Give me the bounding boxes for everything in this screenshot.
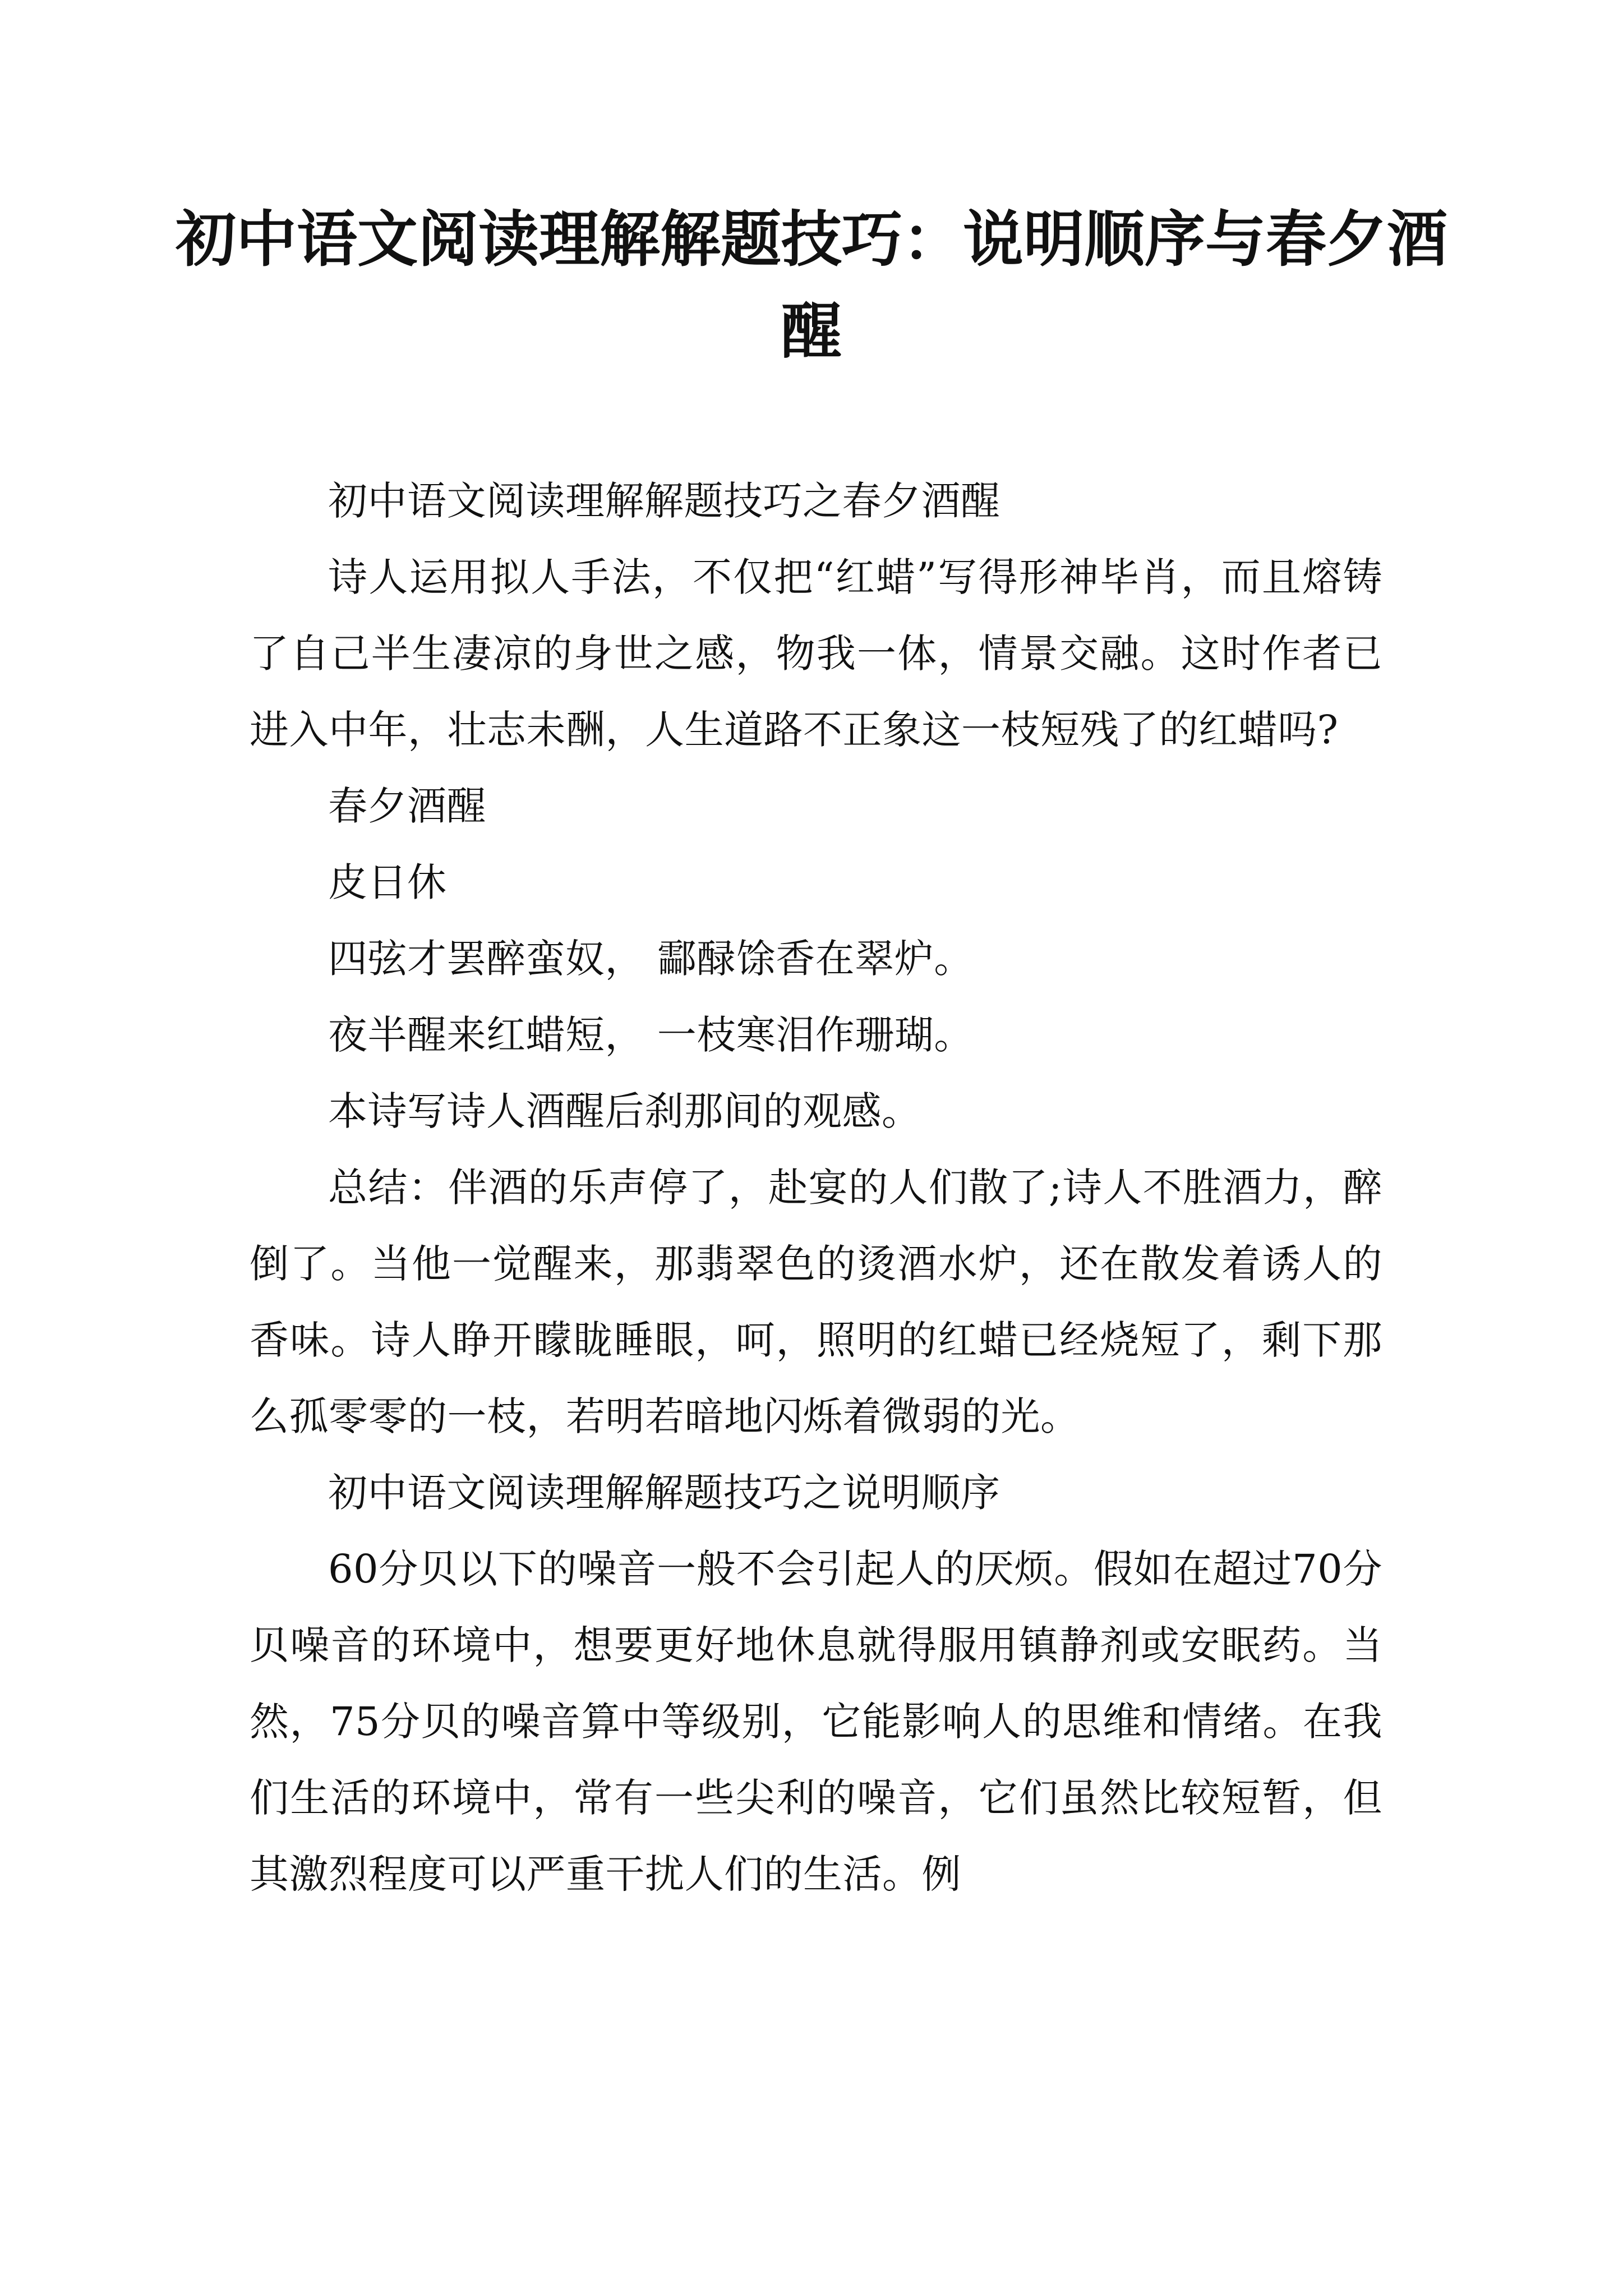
paragraph-conclusion: 总结：伴酒的乐声停了，赴宴的人们散了;诗人不胜酒力，醉倒了。当他一觉醒来，那翡翠色的烫酒水炉，还在散发着诱人的香味。诗人睁开矇眬睡眼，呵，照明的红蜡已经烧短了，剩下那么孤零零的一枝，若明若暗地闪烁着微弱的光。 [250, 1165, 1382, 1439]
poem-line-2: 夜半醒来红蜡短， 一枝寒泪作珊瑚。 [328, 1012, 974, 1058]
section-heading-chunxi: 初中语文阅读理解解题技巧之春夕酒醒 [328, 478, 1000, 524]
paragraph-noise: 60分贝以下的噪音一般不会引起人的厌烦。假如在超过70分贝噪音的环境中，想要更好地休息就得服用镇静剂或安眠药。当然，75分贝的噪音算中等级别，它能影响人的思维和情绪。在我们生活的环境中，常有一些尖利的噪音，它们虽然比较短暂，但其激烈程度可以严重干扰人们的生活。例 [250, 1546, 1382, 1897]
poem-author: 皮日休 [328, 859, 447, 905]
paragraph-poem-summary: 本诗写诗人酒醒后刹那间的观感。 [328, 1088, 921, 1134]
document-body [250, 463, 1382, 1912]
poem-line-1: 四弦才罢醉蛮奴， 酃醁馀香在翠炉。 [328, 936, 974, 982]
section-heading-order: 初中语文阅读理解解题技巧之说明顺序 [328, 1470, 1000, 1516]
poem-title: 春夕酒醒 [328, 783, 486, 829]
paragraph-analysis: 诗人运用拟人手法，不仅把“红蜡”写得形神毕肖，而且熔铸了自己半生凄凉的身世之感，物我一体，情景交融。这时作者已进入中年，壮志未酬，人生道路不正象这一枝短残了的红蜡吗? [250, 554, 1382, 753]
document-title: 初中语文阅读理解解题技巧：说明顺序与春夕酒醒 [175, 204, 1447, 367]
